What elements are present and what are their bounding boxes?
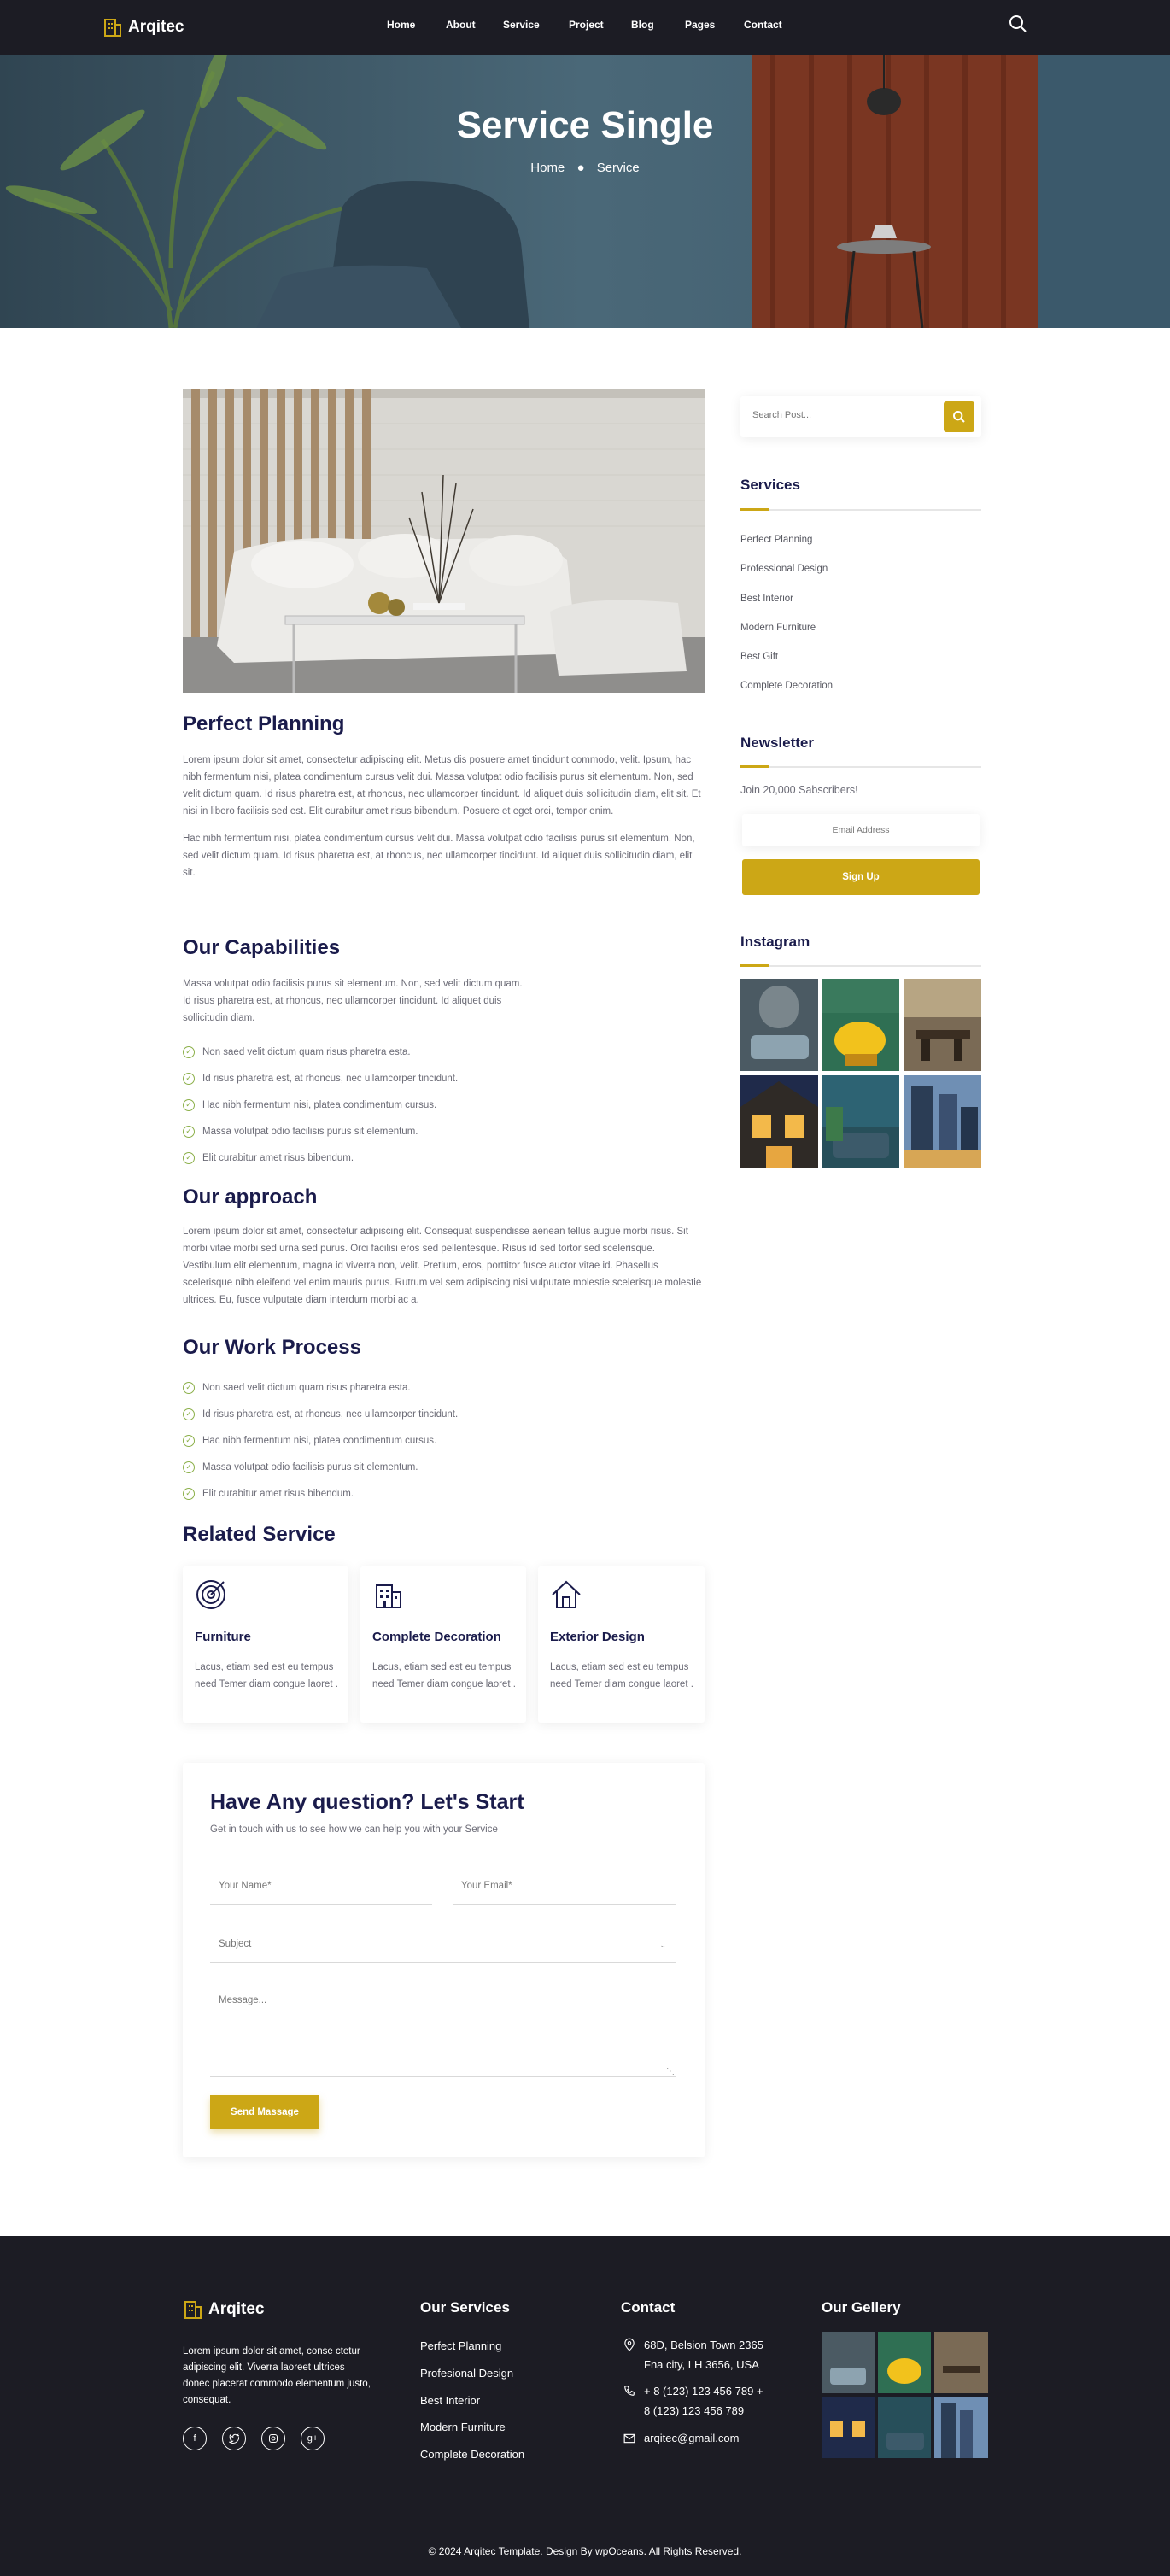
related-service-card-decoration[interactable] — [360, 1566, 526, 1723]
newsletter-email-input[interactable]: Email Address — [742, 814, 980, 846]
social-links — [183, 2427, 325, 2450]
search-icon — [952, 410, 966, 424]
related-service-title: Exterior Design — [550, 1630, 645, 1644]
google-plus-icon[interactable]: g+ — [301, 2427, 325, 2450]
capability-text: Id risus pharetra est, at rhoncus, nec ullamcorper tincidunt. — [202, 1073, 459, 1084]
subject-select-value: Subject — [219, 1939, 252, 1949]
process-text: Massa volutpat odio facilisis purus sit elementum. — [202, 1461, 418, 1472]
check-circle-icon: ✓ — [183, 1488, 195, 1500]
message-placeholder: Message... — [219, 1995, 267, 2005]
instagram-photo — [822, 1075, 899, 1168]
resize-handle-icon[interactable]: ⋱ — [666, 2067, 675, 2076]
gallery-photo — [822, 2397, 875, 2458]
twitter-icon[interactable] — [222, 2427, 246, 2450]
divider — [740, 965, 981, 967]
process-item — [183, 1454, 627, 1480]
breadcrumb-separator-dot: ● — [576, 161, 585, 175]
instagram-photo — [904, 979, 981, 1071]
target-icon — [195, 1578, 227, 1611]
gallery-photo — [934, 2397, 988, 2458]
process-item — [183, 1401, 627, 1427]
instagram-grid — [740, 979, 981, 1168]
process-list — [183, 1374, 627, 1507]
process-item — [183, 1480, 627, 1507]
service-main-image — [183, 389, 705, 693]
footer-service-link[interactable]: Profesional Design — [420, 2367, 514, 2380]
footer-logo[interactable] — [183, 2299, 264, 2320]
breadcrumb — [0, 161, 1170, 175]
footer-gallery-grid — [822, 2332, 988, 2458]
process-text: Hac nibh fermentum nisi, platea condimentum cursus. — [202, 1435, 437, 1446]
capabilities-text: Massa volutpat odio facilisis purus sit elementum. Non, sed velit dictum quam. Id risus pharetra est, at rhoncus, nec ullamcorper tincidunt. Id aliquet duis sollicitudin diam. — [183, 979, 523, 1023]
search-icon[interactable] — [1008, 14, 1028, 34]
message-textarea[interactable] — [210, 1988, 676, 2077]
service-title: Perfect Planning — [183, 712, 345, 735]
capabilities-list — [183, 1039, 627, 1171]
divider — [740, 509, 981, 511]
capabilities-title: Our Capabilities — [183, 936, 341, 959]
instagram-photo — [740, 1075, 818, 1168]
name-field[interactable]: Your Name* — [210, 1874, 432, 1905]
phone-icon — [623, 2385, 635, 2397]
related-service-title: Related Service — [183, 1523, 336, 1546]
related-service-text: Lacus, etiam sed est eu tempus need Temer diam congue laoret . — [372, 1662, 516, 1689]
sidebar-search-button[interactable] — [944, 401, 974, 432]
nav-service[interactable]: Service — [503, 19, 540, 31]
footer-contact-title: Contact — [621, 2299, 676, 2315]
process-item — [183, 1427, 627, 1454]
copyright-text: © 2024 Arqitec Template. Design By wpOceans. All Rights Reserved. — [428, 2545, 742, 2557]
capability-text: Massa volutpat odio facilisis purus sit elementum. — [202, 1126, 418, 1137]
contact-form-card — [183, 1763, 705, 2157]
mail-icon — [623, 2433, 635, 2444]
check-circle-icon: ✓ — [183, 1461, 195, 1473]
service-description-2: Hac nibh fermentum nisi, platea condimentum cursus velit dui. Massa volutpat odio facilisis purus sit elementum. Non, sed velit dictum quam. Id risus pharetra est, at rhoncus, nec ullamcorper tincidunt. Id aliquet duis sollicitudin diam, elit sit. — [183, 834, 695, 878]
service-description-1: Lorem ipsum dolor sit amet, consectetur adipiscing elit. Metus dis posuere amet tincidunt commodo, velit. Ipsum, hac nibh fermentum nisi, platea condimentum cursus velit dui. Massa volutpat odio facilisis purus sit elementum. Non, sed velit dictum quam. Id risus pharetra est, at rhoncus, nec ullamcorper tincidunt. Id aliquet duis sollicitudin diam, elit sit. Et nisi in libero facilisis sed est. Elit curabitur amet risus bibendum. Posuere et eget orci, tempor enim. — [183, 755, 701, 817]
check-circle-icon: ✓ — [183, 1435, 195, 1447]
capability-item — [183, 1145, 627, 1171]
location-pin-icon — [623, 2338, 635, 2351]
related-service-title: Furniture — [195, 1630, 251, 1644]
newsletter-text: Join 20,000 Sabscribers! — [740, 784, 858, 796]
instagram-icon[interactable] — [261, 2427, 285, 2450]
footer-brand-name: Arqitec — [208, 2300, 265, 2318]
building-logo-icon — [102, 17, 123, 38]
gallery-photo — [934, 2332, 988, 2393]
sidebar-service-link[interactable]: Professional Design — [740, 564, 828, 574]
sidebar-service-link[interactable]: Modern Furniture — [740, 623, 816, 633]
search-post-input[interactable]: Search Post... — [752, 410, 812, 420]
footer-about-text: Lorem ipsum dolor sit amet, conse ctetur adipiscing elit. Viverra laoreet ultrices donec placerat commodo elementum justo, consequat. — [183, 2346, 371, 2405]
sidebar-service-link[interactable]: Complete Decoration — [740, 681, 834, 691]
hero-room-image — [0, 55, 1170, 328]
brand-name: Arqitec — [128, 18, 184, 36]
brand-logo[interactable] — [102, 12, 184, 43]
capability-text: Elit curabitur amet risus bibendum. — [202, 1152, 354, 1163]
footer-phone-line2[interactable]: 8 (123) 123 456 789 — [644, 2404, 745, 2417]
nav-pages[interactable]: Pages — [685, 19, 716, 31]
facebook-icon[interactable]: f — [183, 2427, 207, 2450]
instagram-photo — [904, 1075, 981, 1168]
building-icon — [372, 1578, 405, 1611]
footer-address-line1: 68D, Belsion Town 2365 — [644, 2339, 763, 2351]
house-icon — [550, 1578, 582, 1611]
sidebar-service-link[interactable]: Best Gift — [740, 652, 779, 662]
footer-phone-line1[interactable]: + 8 (123) 123 456 789 + — [644, 2385, 763, 2397]
gallery-photo — [878, 2397, 931, 2458]
footer-service-link[interactable]: Modern Furniture — [420, 2421, 506, 2433]
breadcrumb-home[interactable]: Home — [530, 161, 565, 175]
footer-gallery-title: Our Gellery — [822, 2299, 901, 2315]
sidebar-services-title: Services — [740, 477, 800, 493]
sign-up-button[interactable]: Sign Up — [742, 859, 980, 895]
newsletter-title: Newsletter — [740, 735, 814, 751]
footer-service-link[interactable]: Best Interior — [420, 2394, 481, 2407]
check-circle-icon: ✓ — [183, 1382, 195, 1394]
check-circle-icon: ✓ — [183, 1152, 195, 1164]
page-title: Service Single — [456, 104, 714, 146]
sidebar-service-link[interactable]: Perfect Planning — [740, 535, 813, 545]
process-text: Elit curabitur amet risus bibendum. — [202, 1488, 354, 1499]
instagram-title: Instagram — [740, 934, 810, 950]
contact-form-title: Have Any question? Let's Start — [210, 1790, 524, 1814]
check-circle-icon: ✓ — [183, 1408, 195, 1420]
process-text: Non saed velit dictum quam risus pharetra esta. — [202, 1382, 411, 1393]
footer-address-line2: Fna city, LH 3656, USA — [644, 2358, 759, 2371]
process-item — [183, 1374, 627, 1401]
capability-item — [183, 1039, 627, 1065]
capability-text: Hac nibh fermentum nisi, platea condimentum cursus. — [202, 1099, 437, 1110]
check-circle-icon: ✓ — [183, 1126, 195, 1138]
divider — [740, 766, 981, 768]
check-circle-icon: ✓ — [183, 1073, 195, 1085]
send-message-button[interactable]: Send Massage — [210, 2095, 319, 2129]
related-service-title: Complete Decoration — [372, 1630, 501, 1644]
related-service-text: Lacus, etiam sed est eu tempus need Temer diam congue laoret . — [550, 1662, 693, 1689]
subject-select[interactable] — [210, 1932, 676, 1963]
contact-form-subtitle: Get in touch with us to see how we can help you with your Service — [210, 1824, 498, 1835]
email-field[interactable]: Your Email* — [453, 1874, 676, 1905]
nav-blog[interactable]: Blog — [631, 19, 654, 31]
approach-text: Lorem ipsum dolor sit amet, consectetur adipiscing elit. Consequat suspendisse aenean tellus augue morbi risus. Sit morbi vitae morbi sed urna sed purus. Orci facilisi eros sed pellentesque. Risus id sed tortor sed scelerisque. Vestibulum elit elementum, magna id viverra non, velit. Pretium, eros, porttitor fusce auctor vitae id. Phasellus scelerisque nibh eleifend vel enim mauris purus. Rutrum vel sem adipiscing nisi vulputate molestie scelerisque molestie ultrices. Eu, fusce vulputate diam interdum morbi ac a. — [183, 1227, 702, 1305]
footer-service-link[interactable]: Complete Decoration — [420, 2448, 525, 2461]
capability-item — [183, 1065, 627, 1092]
process-text: Id risus pharetra est, at rhoncus, nec ullamcorper tincidunt. — [202, 1408, 459, 1420]
related-service-card-furniture[interactable] — [183, 1566, 348, 1723]
nav-project[interactable]: Project — [569, 19, 604, 31]
instagram-photo — [740, 979, 818, 1071]
related-service-card-exterior[interactable] — [538, 1566, 705, 1723]
sidebar-service-link[interactable]: Best Interior — [740, 594, 793, 604]
breadcrumb-current: Service — [596, 161, 640, 175]
process-title: Our Work Process — [183, 1336, 361, 1359]
nav-home[interactable]: Home — [387, 19, 416, 31]
footer-services-title: Our Services — [420, 2299, 510, 2315]
building-logo-icon — [183, 2299, 203, 2320]
gallery-photo — [822, 2332, 875, 2393]
chevron-down-icon: ⌄ — [659, 1941, 666, 1949]
capability-text: Non saed velit dictum quam risus pharetra esta. — [202, 1046, 411, 1057]
gallery-photo — [878, 2332, 931, 2393]
check-circle-icon: ✓ — [183, 1099, 195, 1111]
related-service-text: Lacus, etiam sed est eu tempus need Temer diam congue laoret . — [195, 1662, 338, 1689]
nav-contact[interactable]: Contact — [744, 19, 782, 31]
sidebar-search — [740, 396, 981, 437]
footer-service-link[interactable]: Perfect Planning — [420, 2339, 502, 2352]
hero-banner — [0, 55, 1170, 328]
instagram-photo — [822, 979, 899, 1071]
capability-item — [183, 1092, 627, 1118]
approach-title: Our approach — [183, 1186, 318, 1209]
nav-about[interactable]: About — [446, 19, 476, 31]
capability-item — [183, 1118, 627, 1145]
footer-email[interactable]: arqitec@gmail.com — [644, 2432, 740, 2444]
check-circle-icon: ✓ — [183, 1046, 195, 1058]
